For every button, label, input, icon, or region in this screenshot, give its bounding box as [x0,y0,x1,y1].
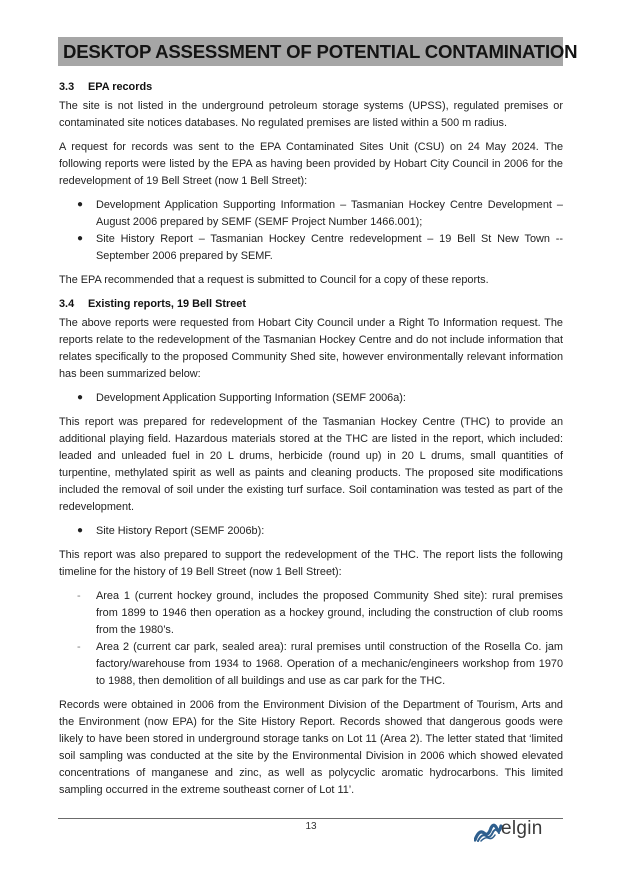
list-item [59,390,563,407]
bullet-icon: ● [77,232,84,244]
list-item [59,197,563,231]
paragraph: The above reports were requested from Hobart City Council under a Right To Information request. The reports relate to the redevelopment of the Tasmanian Hockey Centre and do not include information that relates specifically to the proposed Community Shed site, however environmentally relevant information has been summarized below: [59,317,563,380]
dash-icon: - [77,590,81,603]
paragraph: This report was also prepared to support the redevelopment of the THC. The report lists the following timeline for the history of 19 Bell Street (now 1 Bell Street): [59,549,563,579]
paragraph: The site is not listed in the underground petroleum storage systems (UPSS), regulated premises or contaminated site notices databases. No regulated premises are listed within a 500 m radius. [59,99,563,129]
elgin-logo [474,818,566,844]
list-item-text: Development Application Supporting Information – Tasmanian Hockey Centre Development – August 2006 prepared by SEMF (SEMF Project Number 1466.001); [96,199,563,228]
list-item [59,523,563,540]
bullet-icon: ● [77,524,84,536]
bullet-list [59,523,563,540]
section-heading-3-3 [59,79,563,96]
dash-icon: - [77,640,81,653]
section-title: Existing reports, 19 Bell Street [88,298,246,311]
list-item-text: Development Application Supporting Information (SEMF 2006a): [96,391,406,404]
bullet-icon: ● [77,199,84,211]
list-item-text: Site History Report (SEMF 2006b): [96,524,265,537]
paragraph: Records were obtained in 2006 from the Environment Division of the Department of Tourism, Arts and the Environment (now EPA) for the Site History Report. Records showed that dangerous goods were likely to have been stored in underground storage tanks on Lot 11 (Area 2). The letter stated that ‘limited soil sampling was conducted at the site by the Environmental Division in 2006 which showed elevated concentrations of manganese and zinc, as well as polycyclic aromatic hydrocarbons. This limited sampling occurred in the extreme southeast corner of Lot 11’. [59,698,563,796]
list-item [59,588,563,639]
page-title: DESKTOP ASSESSMENT OF POTENTIAL CONTAMINATION [63,40,578,62]
page-body [59,79,563,806]
page-number: 13 [305,821,317,832]
paragraph: The EPA recommended that a request is submitted to Council for a copy of these reports. [59,273,489,286]
list-item-text: Site History Report – Tasmanian Hockey Centre redevelopment – 19 Bell St New Town -- September 2006 prepared by SEMF. [96,232,563,262]
section-title: EPA records [88,81,153,93]
list-item [59,639,563,690]
bullet-icon: ● [77,391,84,403]
section-number: 3.4 [59,298,75,311]
paragraph: This report was prepared for redevelopment of the Tasmanian Hockey Centre (THC) to provide an additional playing field. Hazardous materials stored at the THC are listed in the report, which included: leaded and unleaded fuel in 20 L drums, herbicide (round up) in 20 L drums, small quantities of turpentine, methylated spirit as well as paints and cleaning products. The proposed site modifications included the removal of soil under the existing turf surface. Soil contamination was tested as part of the redevelopment. [59,416,563,513]
paragraph: A request for records was sent to the EPA Contaminated Sites Unit (CSU) on 24 May 2024. The following reports were listed by the EPA as having been provided by Hobart City Council in 2006 for the redevelopment of 19 Bell Street (now 1 Bell Street): [59,141,563,187]
section-heading-3-4 [59,296,563,313]
logo-wordmark: elgin [501,818,543,839]
page-header-banner [58,37,578,66]
list-item-text: Area 2 (current car park, sealed area): rural premises until construction of the Rosella Co. jam factory/warehouse from 1934 to 1968. Operation of a mechanic/engineers workshop from 1970 to 1988, then demolition of all buildings and use as car park for the THC. [96,640,563,687]
bullet-list [59,197,563,265]
bullet-list [59,390,563,407]
list-item-text: Area 1 (current hockey ground, includes the proposed Community Shed site): rural premises from 1899 to 1946 then operation as a hockey ground, including the construction of club rooms from the 1980’s. [96,590,563,637]
dash-list [59,588,563,689]
list-item [59,231,563,265]
section-number: 3.3 [59,81,75,93]
